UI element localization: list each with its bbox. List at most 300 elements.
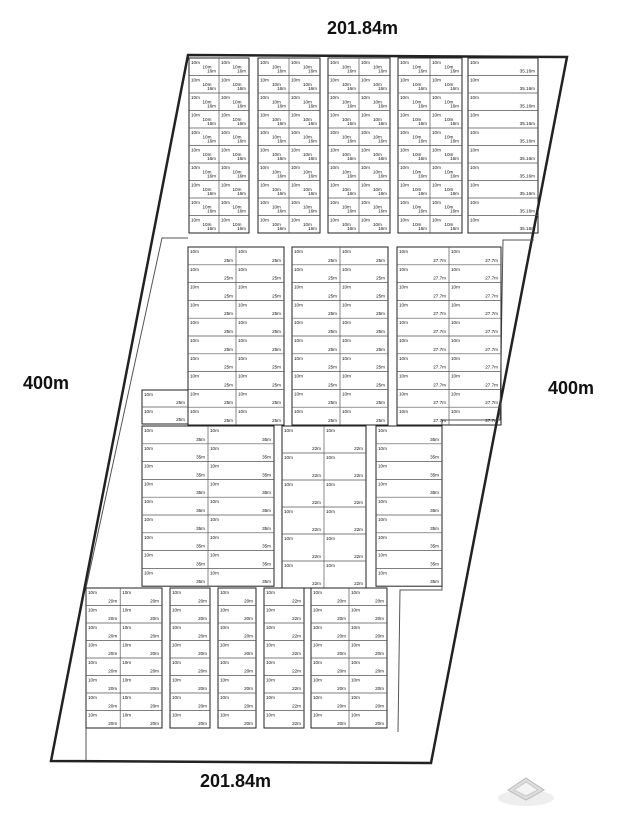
plot-label: 10m [372,64,382,70]
plot-label: 10m [271,187,281,192]
plot-label: 10m [122,642,132,648]
plot-label: 10m [294,338,303,343]
plot-label: 10m [271,64,281,70]
plot-label: 10m [400,60,409,65]
plot-label: 22m [354,446,363,451]
plot-label: 25m [328,311,337,317]
plot-label: 10m [271,134,281,140]
plot-label: 10m [400,95,409,100]
plot-label: 16m [450,156,459,161]
plot-label: 10m [470,95,479,100]
plot-label: 10m [266,677,275,683]
plot-label: 10m [191,95,200,100]
plot-label: 10m [202,169,212,175]
plot-label: 10m [470,165,479,170]
plot-label: 10m [412,64,422,70]
plot-label: 10m [172,590,181,595]
plot-label: 10m [266,642,275,648]
plot-label: 10m [294,320,303,326]
plot-label: 10m [172,677,181,683]
plot-label: 10m [399,391,408,397]
plot-label: 16m [277,226,286,231]
plot-label: 27.7m [485,329,498,334]
plot-label: 10m [220,607,229,613]
plot-label: 10m [266,695,275,700]
plot-label: 16m [277,103,286,109]
plot-label: 35.16m [519,156,535,161]
plot-label: 16m [450,68,459,74]
plot-label: 10m [302,99,312,105]
plot-label: 16m [450,121,459,126]
plot-label: 10m [284,482,293,487]
plot-label: 10m [191,165,200,170]
plot-label: 20m [198,686,207,691]
plot-label: 10m [302,169,312,175]
plot-label: 10m [172,642,181,648]
plot-label: 10m [444,64,454,70]
plot-label: 35m [262,543,271,549]
plot-label: 10m [444,117,454,122]
plot-label: 35.16m [519,86,535,91]
plot-label: 20m [150,598,159,604]
plot-label: 10m [221,77,230,83]
plot-label: 16m [237,138,246,144]
plot-label: 16m [347,208,356,214]
plot-label: 10m [232,204,242,210]
plot-label: 10m [144,392,153,397]
plot-label: 35m [196,579,205,585]
plot-label: 10m [202,99,212,105]
left-dimension-label: 400m [23,373,70,393]
plot-label: 16m [378,191,387,196]
plot-label: 10m [313,695,322,700]
bottom-dimension-label: 201.84m [200,771,272,791]
plot-label: 10m [313,660,322,665]
plot-label: 10m [432,200,441,205]
plot-label: 10m [190,284,199,290]
plot-label: 10m [341,99,351,105]
plot-label: 10m [400,217,409,223]
plot-label: 10m [271,117,281,122]
plot-label: 10m [291,217,300,223]
plot-label: 16m [347,68,356,74]
plot-label: 10m [361,77,370,83]
plot-label: 10m [122,625,132,630]
plot-label: 10m [302,222,312,227]
plot-label: 20m [108,651,118,656]
plot-label: 22m [292,721,301,726]
plot-label: 27.7m [485,400,498,406]
plot-label: 10m [330,112,339,118]
plot-label: 10m [400,182,409,188]
plot-label: 16m [347,121,356,126]
plot-label: 10m [122,607,132,613]
plot-label: 16m [378,121,387,126]
plot-label: 16m [418,86,427,91]
plot-label: 16m [418,68,427,74]
plot-label: 16m [277,68,286,74]
top-dimension-label: 201.84m [327,18,399,38]
plot-label: 35m [430,436,439,442]
plot-label: 10m [88,590,97,595]
plot-label: 20m [337,633,346,639]
plot-label: 22m [312,554,321,559]
plot-label: 10m [144,552,153,558]
plot-label: 10m [432,130,441,135]
plot-label: 10m [202,82,212,87]
plot-label: 16m [277,156,286,161]
plot-label: 16m [207,173,216,179]
plot-label: 27.7m [485,418,498,423]
plot-label: 10m [202,152,212,157]
plot-label: 16m [237,68,246,74]
plot-label: 10m [326,455,335,460]
plot-label: 10m [330,77,339,83]
plot-label: 10m [361,112,370,118]
plot-label: 10m [294,391,303,397]
plot-label: 10m [341,187,351,192]
plot-label: 10m [400,147,409,153]
plot-label: 16m [450,103,459,109]
plot-label: 20m [198,721,207,726]
plot-label: 10m [451,355,460,361]
plot-label: 10m [210,517,219,522]
plot-label: 16m [207,121,216,126]
plot-label: 10m [271,99,281,105]
plot-label: 35m [196,436,205,442]
plot-label: 10m [313,677,322,683]
plot-label: 10m [372,134,382,140]
plot-label: 16m [347,86,356,91]
plot-label: 35m [196,525,205,531]
plot-label: 10m [238,284,247,290]
plot-label: 10m [399,284,408,290]
plot-label: 20m [198,651,207,656]
plot-label: 16m [237,86,246,91]
plot-label: 10m [88,695,97,700]
plot-label: 16m [277,191,286,196]
plot-label: 10m [412,222,422,227]
plot-label: 10m [238,373,247,379]
plot-label: 10m [351,677,360,683]
plot-label: 16m [308,173,317,179]
plot-label: 10m [266,660,275,665]
plot-label: 10m [330,182,339,188]
plot-label: 10m [342,320,351,326]
plot-label: 16m [277,138,286,144]
plot-label: 10m [432,147,441,153]
plot-label: 16m [378,156,387,161]
plot-label: 16m [378,68,387,74]
plot-label: 10m [399,266,408,272]
plot-label: 22m [292,703,301,709]
right-dimension-label: 400m [548,378,595,398]
plot-label: 10m [266,625,275,630]
plot-label: 16m [207,138,216,144]
plot-label: 10m [432,77,441,83]
plot-label: 20m [150,651,159,656]
plot-label: 10m [220,677,229,683]
plot-label: 35m [196,490,205,496]
plot-label: 16m [308,121,317,126]
plot-label: 25m [376,382,385,388]
plot-label: 10m [399,302,408,308]
plot-label: 27.7m [485,293,498,299]
plot-label: 35m [196,561,205,567]
plot-label: 20m [244,616,253,621]
plot-label: 10m [291,165,300,170]
plot-label: 10m [291,182,300,188]
plot-label: 35.16m [519,68,535,74]
plot-label: 10m [313,642,322,648]
plot-label: 25m [224,257,233,263]
plot-label: 10m [444,222,454,227]
plot-label: 10m [191,200,200,205]
plot-label: 10m [330,147,339,153]
plot-label: 35m [430,490,439,496]
plot-label: 10m [266,607,275,613]
plot-label: 35m [430,472,439,478]
plot-label: 25m [328,293,337,299]
plot-label: 25m [224,329,233,334]
plot-label: 10m [190,391,199,397]
plot-label: 35m [430,561,439,567]
plot-label: 10m [432,95,441,100]
plot-label: 20m [375,616,384,621]
plot-label: 16m [418,226,427,231]
plot-label: 16m [418,138,427,144]
plot-label: 25m [224,364,233,370]
plot-label: 22m [354,554,363,559]
plot-label: 16m [378,103,387,109]
plot-label: 10m [88,677,97,683]
plot-label: 20m [198,668,207,674]
plot-label: 20m [375,703,384,709]
plot-label: 10m [470,130,479,135]
plot-label: 10m [372,204,382,210]
plot-label: 10m [451,320,460,326]
plot-label: 10m [378,499,387,505]
plot-label: 10m [412,204,422,210]
plot-label: 10m [399,338,408,343]
plot-label: 20m [244,721,253,726]
plot-label: 10m [361,60,370,65]
plot-label: 10m [190,266,199,272]
plot-label: 10m [372,222,382,227]
plot-label: 10m [470,147,479,153]
plot-label: 25m [328,275,337,281]
plot-label: 20m [244,598,253,604]
plot-label: 20m [150,721,159,726]
plot-label: 10m [399,355,408,361]
plot-label: 22m [354,500,363,505]
plot-label: 10m [444,152,454,157]
plot-label: 16m [347,156,356,161]
plot-label: 10m [451,338,460,343]
plot-label: 16m [308,68,317,74]
plot-label: 10m [271,82,281,87]
plot-label: 10m [330,217,339,223]
plot-label: 10m [451,284,460,290]
plot-label: 10m [351,590,360,595]
plot-label: 16m [308,103,317,109]
plot-label: 35m [196,543,205,549]
plot-label: 10m [330,95,339,100]
plot-label: 20m [244,668,253,674]
plot-label: 10m [470,77,479,83]
plot-label: 10m [341,169,351,175]
plot-label: 10m [351,625,360,630]
plot-label: 10m [260,77,269,83]
plot-label: 10m [221,60,230,65]
plot-label: 22m [312,446,321,451]
plot-label: 20m [337,598,346,604]
plot-label: 35m [262,472,271,478]
plot-label: 16m [277,86,286,91]
plot-label: 10m [326,428,335,433]
plot-label: 16m [308,86,317,91]
plot-label: 10m [342,338,351,343]
plot-label: 10m [342,284,351,290]
plot-label: 16m [347,138,356,144]
plot-label: 10m [232,82,242,87]
plot-label: 10m [191,77,200,83]
plot-label: 10m [260,182,269,188]
plot-label: 10m [444,134,454,140]
plot-label: 27.7m [433,257,446,263]
plot-label: 10m [232,117,242,122]
plot-label: 35m [262,436,271,442]
plot-label: 10m [432,182,441,188]
plot-label: 35.16m [519,226,535,231]
plot-label: 10m [172,695,181,700]
plot-label: 35m [430,508,439,513]
plot-label: 20m [108,668,118,674]
plot-label: 10m [191,182,200,188]
plot-label: 10m [361,217,370,223]
plot-label: 35.16m [519,103,535,109]
plot-label: 10m [412,134,422,140]
plot-label: 20m [198,703,207,709]
plot-label: 10m [372,187,382,192]
plot-label: 20m [150,633,159,639]
plot-label: 22m [292,668,301,674]
plot-label: 35m [262,561,271,567]
plot-label: 10m [378,570,387,576]
plot-label: 10m [190,409,199,415]
plot-label: 10m [294,373,303,379]
plot-label: 25m [328,257,337,263]
plot-label: 10m [202,134,212,140]
plot-label: 10m [202,204,212,210]
plot-label: 10m [341,64,351,70]
plot-label: 20m [244,686,253,691]
plot-label: 10m [291,112,300,118]
plot-label: 10m [221,95,230,100]
plot-label: 16m [347,191,356,196]
plot-label: 27.7m [433,275,446,281]
plot-label: 10m [144,428,153,433]
plot-label: 20m [337,616,346,621]
plot-label: 20m [150,668,159,674]
plot-label: 25m [376,418,385,423]
plot-label: 10m [271,204,281,210]
plot-label: 16m [277,208,286,214]
plot-label: 10m [351,695,360,700]
plot-label: 25m [224,400,233,406]
plot-label: 27.7m [485,275,498,281]
plot-label: 35m [430,579,439,585]
plot-label: 10m [260,60,269,65]
plot-label: 10m [326,509,335,514]
plot-label: 25m [328,364,337,370]
plot-label: 10m [144,445,153,451]
plot-label: 10m [302,134,312,140]
plot-label: 10m [444,82,454,87]
plot-label: 10m [361,165,370,170]
plot-label: 10m [210,481,219,487]
plot-label: 25m [376,257,385,263]
plot-label: 10m [412,152,422,157]
plot-label: 27.7m [433,382,446,388]
plot-label: 10m [302,117,312,122]
plot-label: 10m [412,169,422,175]
plot-label: 10m [294,355,303,361]
plot-label: 10m [294,302,303,308]
plot-label: 10m [220,712,229,718]
plot-label: 20m [108,703,118,709]
plot-label: 25m [376,293,385,299]
plot-label: 20m [244,651,253,656]
plot-label: 10m [432,165,441,170]
plot-label: 22m [292,598,301,604]
plot-label: 16m [277,173,286,179]
plot-label: 10m [271,152,281,157]
plot-label: 10m [470,217,479,223]
plot-label: 10m [351,642,360,648]
plot-label: 10m [341,152,351,157]
plot-label: 25m [224,275,233,281]
plot-label: 10m [190,373,199,379]
plot-label: 10m [291,147,300,153]
plot-label: 10m [238,409,247,415]
plot-label: 20m [150,616,159,621]
plot-label: 10m [294,266,303,272]
plot-label: 10m [144,409,153,414]
plot-label: 10m [202,222,212,227]
plot-label: 10m [294,409,303,415]
plot-label: 20m [108,616,118,621]
plot-label: 35m [196,454,205,460]
plot-label: 10m [220,660,229,665]
plot-label: 10m [342,355,351,361]
plot-label: 16m [450,138,459,144]
plot-label: 16m [418,103,427,109]
site-boundary [51,55,567,763]
plot-label: 16m [207,103,216,109]
plot-label: 35m [262,508,271,513]
plot-label: 10m [221,217,230,223]
plot-label: 10m [172,607,181,613]
plot-label: 22m [354,527,363,532]
plot-label: 10m [399,373,408,379]
plot-label: 16m [207,68,216,74]
plot-label: 16m [450,173,459,179]
plot-label: 10m [191,147,200,153]
plot-label: 16m [347,226,356,231]
plot-label: 10m [470,182,479,188]
plot-label: 10m [432,217,441,223]
